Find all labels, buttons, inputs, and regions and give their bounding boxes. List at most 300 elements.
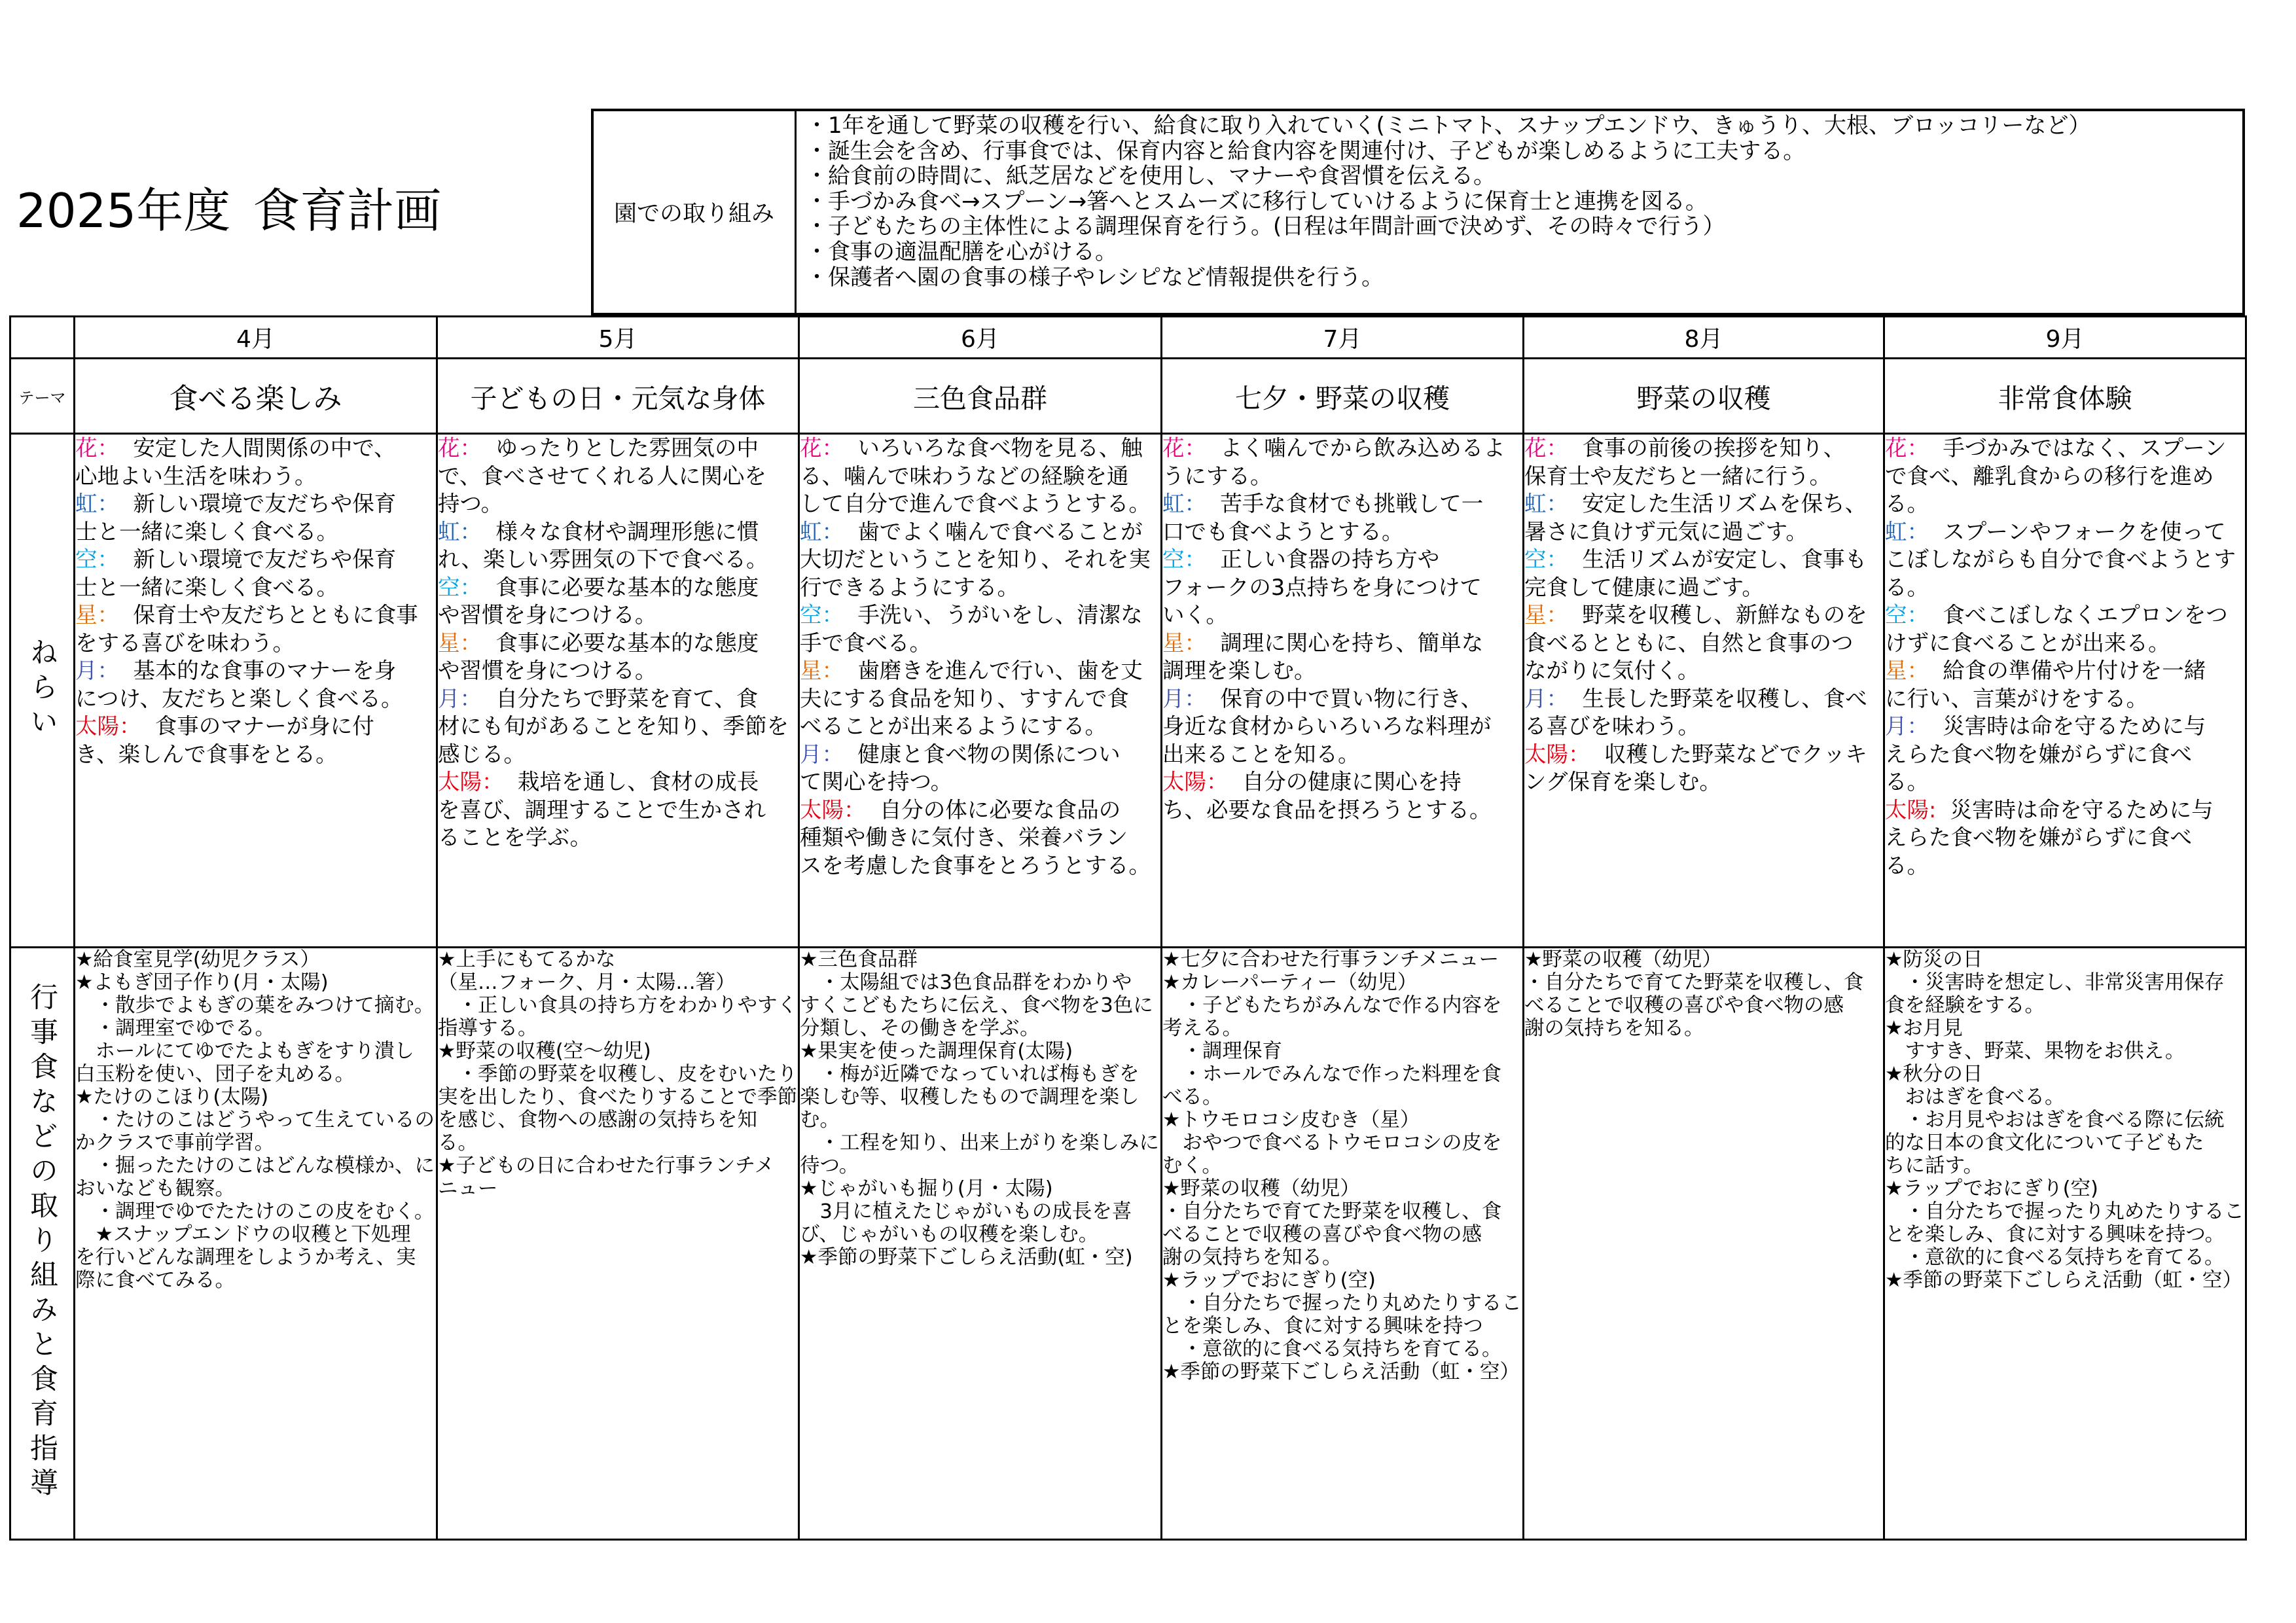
aim-text: フォークの3点持ちを身につけて bbox=[1162, 574, 1482, 600]
event-line: ・調理保育 bbox=[1162, 1040, 1282, 1063]
aim-item bbox=[438, 685, 798, 769]
aim-text: や習慣を身につける。 bbox=[438, 658, 657, 683]
aim-line bbox=[1524, 713, 1883, 741]
aim-text: 身近な食材からいろいろな料理が bbox=[1162, 713, 1492, 739]
aim-line bbox=[1162, 518, 1522, 546]
aim-item bbox=[75, 601, 436, 657]
group-label-separator: ： bbox=[1546, 546, 1568, 572]
aim-item bbox=[1885, 601, 2245, 657]
events-row-label: 行事食などの取り組みと食育指導 bbox=[26, 982, 58, 1503]
aim-text: 自分の体に必要な食品の bbox=[879, 796, 1121, 823]
theme-row bbox=[10, 359, 2246, 434]
month-header: 7月 bbox=[1162, 317, 1524, 359]
aim-text: 収穫した野菜などでクッキ bbox=[1604, 741, 1867, 767]
group-label: 花 bbox=[1524, 435, 1547, 461]
event-line: ・太陽組では3色食品群をわかりや bbox=[800, 971, 1132, 994]
aim-text: 給食の準備や片付けを一緒 bbox=[1943, 658, 2206, 683]
group-label: 星 bbox=[800, 658, 822, 683]
aim-item bbox=[1524, 490, 1883, 546]
aim-text: 暑さに負けず元気に過ごす。 bbox=[1524, 518, 1808, 544]
aim-line bbox=[1162, 741, 1522, 769]
event-line: ★秋分の日 bbox=[1885, 1063, 1983, 1086]
aim-text: 行できるようにする。 bbox=[800, 574, 1019, 600]
group-label: 月 bbox=[1885, 713, 1907, 739]
aim-text: る、噛んで味わうなどの経験を通 bbox=[800, 463, 1129, 489]
aim-text: 健康と食べ物の関係につい bbox=[857, 741, 1121, 767]
aim-line bbox=[1524, 601, 1883, 630]
aim-item bbox=[1162, 630, 1522, 685]
aim-text: 材にも旬があることを知り、季節を bbox=[438, 713, 789, 739]
group-label: 太陽 bbox=[1885, 796, 1929, 823]
event-line: ★子どもの日に合わせた行事ランチメ bbox=[438, 1154, 775, 1177]
group-label: 花 bbox=[438, 435, 460, 461]
aim-text: 夫にする食品を知り、すすんで食 bbox=[800, 685, 1129, 711]
aim-line bbox=[438, 657, 798, 685]
aim-line bbox=[1162, 657, 1522, 685]
aim-text: ながりに気付く。 bbox=[1524, 658, 1700, 683]
event-line: ★じゃがいも掘り(月・太陽) bbox=[800, 1177, 1053, 1200]
aim-text: 出来ることを知る。 bbox=[1162, 741, 1360, 767]
aim-item bbox=[1885, 518, 2245, 602]
aim-item bbox=[1885, 435, 2245, 518]
efforts-item: ・給食前の時間に、紙芝居などを使用し、マナーや食習慣を伝える。 bbox=[806, 163, 1496, 190]
aim-item bbox=[1885, 657, 2245, 713]
aim-text: 栽培を通し、食材の成長 bbox=[517, 769, 759, 794]
group-label: 太陽 bbox=[1162, 769, 1206, 794]
group-label-separator: ： bbox=[1907, 435, 1929, 461]
aim-text: ることを学ぶ。 bbox=[438, 825, 592, 850]
aim-text: して自分で進んで食べようとする。 bbox=[800, 491, 1151, 516]
event-line: ★七夕に合わせた行事ランチメニュー bbox=[1162, 948, 1499, 971]
event-line: ・調理室でゆでる。 bbox=[75, 1017, 275, 1040]
event-line: ・意欲的に食べる気持ちを育てる。 bbox=[1885, 1246, 2225, 1269]
events-row bbox=[10, 948, 2246, 1540]
group-label-separator: ： bbox=[844, 796, 866, 823]
aim-line bbox=[1524, 518, 1883, 546]
aim-line bbox=[800, 796, 1160, 825]
aim-text: えらた食べ物を嫌がらずに食べ bbox=[1885, 825, 2192, 850]
group-label: 月 bbox=[1162, 685, 1185, 711]
aim-text: 新しい環境で友だちや保育 bbox=[133, 546, 397, 572]
event-line: 実を出したり、食べたりすることで季節 bbox=[438, 1086, 797, 1109]
event-line: ★野菜の収穫（幼児） bbox=[1162, 1177, 1360, 1200]
group-label: 太陽 bbox=[1524, 741, 1568, 767]
theme-cell: 食べる楽しみ bbox=[75, 359, 437, 434]
aim-line bbox=[800, 824, 1160, 852]
event-line: び、じゃがいもの収穫を楽しむ。 bbox=[800, 1223, 1099, 1246]
aim-text: スを考慮した食事をとろうとする。 bbox=[800, 852, 1151, 878]
aim-text: 手洗い、うがいをし、清潔な bbox=[857, 602, 1143, 628]
event-line: ★季節の野菜下ごしらえ活動（虹・空） bbox=[1162, 1361, 1520, 1383]
group-label-separator: ： bbox=[1546, 685, 1568, 711]
aim-line bbox=[800, 435, 1160, 463]
aim-line bbox=[75, 657, 436, 685]
aims-cell bbox=[75, 434, 437, 948]
aim-line bbox=[800, 768, 1160, 796]
corner-cell bbox=[10, 317, 75, 359]
aim-text: 口でも食べようとする。 bbox=[1162, 518, 1404, 544]
group-label: 星 bbox=[75, 602, 98, 628]
aim-text: 手づかみではなく、スプーン bbox=[1943, 435, 2227, 461]
group-label-separator: ： bbox=[1907, 518, 1929, 544]
aim-text: 災害時は命を守るために与 bbox=[1950, 796, 2214, 823]
event-line: ・自分たちで握ったり丸めたりするこ bbox=[1162, 1292, 1522, 1315]
aim-text: 保育士や友だちとともに食事 bbox=[133, 602, 418, 628]
month-header: 6月 bbox=[799, 317, 1162, 359]
group-label: 月 bbox=[75, 658, 98, 683]
event-line: ★カレーパーティー（幼児） bbox=[1162, 971, 1418, 994]
event-line: む。 bbox=[800, 1109, 840, 1132]
event-line: ★よもぎ団子作り(月・太陽) bbox=[75, 971, 329, 994]
aim-line bbox=[438, 601, 798, 630]
aim-text: 食事のマナーが身に付 bbox=[154, 713, 374, 739]
event-line: ・正しい食具の持ち方をわかりやすく bbox=[438, 994, 797, 1017]
group-label-separator: ： bbox=[1568, 741, 1590, 767]
aim-line bbox=[1524, 630, 1883, 658]
aim-line bbox=[800, 546, 1160, 574]
aims-cell bbox=[437, 434, 799, 948]
group-label: 太陽 bbox=[75, 713, 119, 739]
event-line: ・梅が近隣でなっていれば梅もぎを bbox=[800, 1063, 1139, 1086]
aim-item bbox=[75, 490, 436, 546]
aim-text: 保育の中で買い物に行き、 bbox=[1220, 685, 1482, 711]
aim-text: 大切だということを知り、それを実 bbox=[800, 546, 1151, 572]
aim-line bbox=[75, 463, 436, 491]
aim-text: き、楽しんで食事をとる。 bbox=[75, 741, 338, 767]
aim-line bbox=[75, 741, 436, 769]
group-label-separator: ： bbox=[97, 546, 119, 572]
event-line: 際に食べてみる。 bbox=[75, 1269, 235, 1292]
event-line: ★三色食品群 bbox=[800, 948, 918, 971]
event-line: ★果実を使った調理保育(太陽) bbox=[800, 1040, 1073, 1063]
event-line: むく。 bbox=[1162, 1154, 1222, 1177]
aim-line bbox=[438, 435, 798, 463]
aim-text: いろいろな食べ物を見る、触 bbox=[857, 435, 1143, 461]
event-line: すくこどもたちに伝え、食べ物を3色に bbox=[800, 994, 1153, 1017]
group-label-separator: ： bbox=[97, 602, 119, 628]
aim-text: 食べるとともに、自然と食事のつ bbox=[1524, 630, 1854, 656]
aim-line bbox=[75, 435, 436, 463]
group-label-separator: ： bbox=[119, 713, 141, 739]
event-line: ちに話す。 bbox=[1885, 1154, 1984, 1177]
aim-text: 生長した野菜を収穫し、食べ bbox=[1582, 685, 1867, 711]
group-label: 花 bbox=[75, 435, 98, 461]
title-year: 2025年度 bbox=[16, 183, 231, 238]
aim-text: 感じる。 bbox=[438, 741, 526, 767]
aim-line bbox=[75, 546, 436, 574]
aim-line bbox=[438, 518, 798, 546]
aim-item bbox=[1162, 546, 1522, 630]
event-line: おいなども観察。 bbox=[75, 1177, 235, 1200]
aim-line bbox=[1162, 713, 1522, 741]
aims-cell bbox=[799, 434, 1162, 948]
group-label-separator: ： bbox=[459, 630, 482, 656]
aim-line bbox=[1885, 435, 2245, 463]
group-label-separator: ： bbox=[1184, 491, 1206, 516]
event-line: 指導する。 bbox=[438, 1017, 538, 1040]
event-line: 楽しむ等、収穫したもので調理を楽し bbox=[800, 1086, 1139, 1109]
aim-text: うにする。 bbox=[1162, 463, 1272, 489]
group-label-separator: ： bbox=[459, 435, 482, 461]
group-label: 虹 bbox=[1885, 518, 1907, 544]
aim-item bbox=[800, 796, 1160, 880]
aim-line bbox=[75, 490, 436, 518]
theme-cell: 子どもの日・元気な身体 bbox=[437, 359, 799, 434]
efforts-item: ・保護者へ園の食事の様子やレシピなど情報提供を行う。 bbox=[806, 264, 1384, 291]
aim-line bbox=[1885, 713, 2245, 741]
aim-line bbox=[438, 463, 798, 491]
aim-item bbox=[1524, 601, 1883, 685]
aim-line bbox=[1885, 630, 2245, 658]
events-cell bbox=[1162, 948, 1524, 1540]
aim-line bbox=[1524, 546, 1883, 574]
aim-text: 歯でよく噛んで食べることが bbox=[857, 518, 1143, 544]
aim-line bbox=[1524, 685, 1883, 713]
event-line: ・自分たちで握ったり丸めたりするこ bbox=[1885, 1200, 2244, 1223]
group-label-separator: ： bbox=[1907, 658, 1929, 683]
aim-text: 保育士や友だちと一緒に行う。 bbox=[1524, 463, 1831, 489]
events-cell bbox=[1524, 948, 1884, 1540]
aims-row-label: ねらい bbox=[26, 637, 58, 741]
group-label-separator: ： bbox=[97, 491, 119, 516]
aim-line bbox=[1885, 852, 2245, 880]
aims-cell bbox=[1524, 434, 1884, 948]
aim-line bbox=[1162, 463, 1522, 491]
group-label-separator: ： bbox=[821, 741, 844, 767]
aim-text: 新しい環境で友だちや保育 bbox=[133, 491, 397, 516]
aims-cell bbox=[1162, 434, 1524, 948]
aim-text: 士と一緒に楽しく食べる。 bbox=[75, 518, 338, 544]
group-label: 花 bbox=[800, 435, 822, 461]
plan-table bbox=[9, 315, 2247, 1541]
group-label-separator: ： bbox=[821, 518, 844, 544]
aim-text: 基本的な食事のマナーを身 bbox=[133, 658, 397, 683]
nursery-efforts-box bbox=[591, 109, 2245, 315]
group-label-separator: ： bbox=[1184, 685, 1206, 711]
group-label: 星 bbox=[1524, 602, 1547, 628]
group-label: 空 bbox=[800, 602, 822, 628]
aim-line bbox=[438, 741, 798, 769]
aim-line bbox=[800, 518, 1160, 546]
aim-text: ゆったりとした雰囲気の中 bbox=[495, 435, 759, 461]
aim-item bbox=[438, 518, 798, 574]
aim-item bbox=[75, 435, 436, 490]
aim-text: 心地よい生活を味わう。 bbox=[75, 463, 317, 489]
aim-text: いく。 bbox=[1162, 602, 1228, 628]
aim-line bbox=[1162, 796, 1522, 825]
aim-line bbox=[1885, 546, 2245, 574]
group-label: 虹 bbox=[1162, 491, 1185, 516]
aim-line bbox=[1162, 435, 1522, 463]
event-line: ・工程を知り、出来上がりを楽しみに bbox=[800, 1132, 1159, 1154]
aim-item bbox=[1162, 685, 1522, 769]
aim-text: 手で食べる。 bbox=[800, 630, 931, 656]
group-label: 太陽 bbox=[438, 769, 482, 794]
theme-cell: 三色食品群 bbox=[799, 359, 1162, 434]
event-line: ★たけのこほり(太陽) bbox=[75, 1086, 269, 1109]
group-label: 月 bbox=[1524, 685, 1547, 711]
aim-line bbox=[1885, 518, 2245, 546]
aim-item bbox=[1885, 796, 2245, 880]
aim-text: て関心を持つ。 bbox=[800, 769, 953, 794]
aim-text: る。 bbox=[1885, 852, 1929, 878]
aim-line bbox=[438, 490, 798, 518]
group-label: 空 bbox=[1162, 546, 1185, 572]
aim-line bbox=[1885, 741, 2245, 769]
group-label: 虹 bbox=[800, 518, 822, 544]
aim-item bbox=[800, 601, 1160, 657]
group-label-separator: ： bbox=[821, 435, 844, 461]
event-line: ★ラップでおにぎり(空) bbox=[1885, 1177, 2098, 1200]
aim-text: に行い、言葉がけをする。 bbox=[1885, 685, 2148, 711]
efforts-item: ・誕生会を含め、行事食では、保育内容と給食内容を関連付け、子どもが楽しめるように工夫する。 bbox=[806, 137, 1806, 164]
group-label: 空 bbox=[1524, 546, 1547, 572]
aim-line bbox=[1524, 657, 1883, 685]
group-label-separator: ： bbox=[821, 602, 844, 628]
aim-item bbox=[800, 518, 1160, 602]
aim-text: 調理に関心を持ち、簡単な bbox=[1220, 630, 1484, 656]
event-line: ★季節の野菜下ごしらえ活動（虹・空） bbox=[1885, 1269, 2242, 1292]
aim-item bbox=[1162, 490, 1522, 546]
aim-item bbox=[438, 768, 798, 852]
events-cell bbox=[1884, 948, 2246, 1540]
aim-text: 食べこぼしなくエプロンをつ bbox=[1943, 602, 2228, 628]
aim-line bbox=[800, 713, 1160, 741]
group-label-separator: ： bbox=[1206, 769, 1229, 794]
aim-line bbox=[1885, 768, 2245, 796]
aim-text: 完食して健康に過ごす。 bbox=[1524, 574, 1764, 600]
aim-line bbox=[438, 824, 798, 852]
event-line: 3月に植えたじゃがいもの成長を喜 bbox=[800, 1200, 1132, 1223]
aim-line bbox=[800, 741, 1160, 769]
aim-text: をする喜びを味わう。 bbox=[75, 630, 295, 656]
efforts-item: ・子どもたちの主体性による調理保育を行う。(日程は年間計画で決めず、その時々で行う） bbox=[806, 213, 1725, 240]
aim-text: 自分たちで野菜を育て、食 bbox=[495, 685, 759, 711]
event-line: ★スナップエンドウの収穫と下処理 bbox=[75, 1223, 411, 1246]
aim-line bbox=[800, 852, 1160, 880]
aim-text: 様々な食材や調理形態に慣 bbox=[495, 518, 759, 544]
group-label-separator: ： bbox=[1907, 602, 1929, 628]
group-label: 花 bbox=[1162, 435, 1185, 461]
event-line: 的な日本の食文化について子どもた bbox=[1885, 1132, 2204, 1154]
aim-line bbox=[1524, 768, 1883, 796]
event-line: ・季節の野菜を収穫し、皮をむいたり bbox=[438, 1063, 797, 1086]
event-line: ・お月見やおはぎを食べる際に伝統 bbox=[1885, 1109, 2225, 1132]
aim-item bbox=[1162, 768, 1522, 824]
event-line: べることで収穫の喜びや食べ物の感 bbox=[1162, 1223, 1482, 1246]
aim-line bbox=[1162, 574, 1522, 602]
aim-line bbox=[1885, 796, 2245, 825]
event-line: を行いどんな調理をしようか考え、実 bbox=[75, 1246, 416, 1269]
aim-line bbox=[1524, 463, 1883, 491]
group-label-separator: ： bbox=[1546, 435, 1568, 461]
efforts-item: ・1年を通して野菜の収穫を行い、給食に取り入れていく(ミニトマト、スナップエンドウ、きゅうり、大根、ブロッコリーなど） bbox=[806, 113, 2091, 139]
group-label: 太陽 bbox=[800, 796, 844, 823]
aim-text: 生活リズムが安定し、食事も bbox=[1582, 546, 1867, 572]
group-label-separator: ： bbox=[1907, 713, 1929, 739]
aim-line bbox=[800, 630, 1160, 658]
aim-text: ち、必要な食品を摂ろうとする。 bbox=[1162, 796, 1492, 823]
event-line: ・調理でゆでたたけのこの皮をむく。 bbox=[75, 1200, 435, 1223]
group-label: 空 bbox=[75, 546, 98, 572]
efforts-item: ・手づかみ食べ→スプーン→箸へとスムーズに移行していけるように保育士と連携を図る。 bbox=[806, 188, 1708, 215]
aim-item bbox=[1524, 435, 1883, 490]
aim-item bbox=[800, 435, 1160, 518]
theme-cell: 七夕・野菜の収穫 bbox=[1162, 359, 1524, 434]
group-label: 虹 bbox=[1524, 491, 1547, 516]
aim-line bbox=[1524, 574, 1883, 602]
efforts-list bbox=[797, 111, 2242, 313]
aim-line bbox=[1885, 601, 2245, 630]
page-title bbox=[16, 178, 441, 243]
aim-text: につけ、友だちと楽しく食べる。 bbox=[75, 685, 403, 711]
group-label: 虹 bbox=[75, 491, 98, 516]
event-line: 待つ。 bbox=[800, 1154, 859, 1177]
aim-line bbox=[75, 713, 436, 741]
event-line: ★給食室見学(幼児クラス） bbox=[75, 948, 320, 971]
group-label-separator: ： bbox=[1546, 602, 1568, 628]
efforts-label: 園での取り組み bbox=[594, 111, 797, 313]
aim-item bbox=[438, 435, 798, 518]
aim-text: 安定した人間関係の中で、 bbox=[133, 435, 396, 461]
event-line: ★防災の日 bbox=[1885, 948, 1983, 971]
aim-line bbox=[438, 713, 798, 741]
aim-text: 調理を楽しむ。 bbox=[1162, 658, 1316, 683]
aim-item bbox=[1885, 713, 2245, 796]
event-line: 謝の気持ちを知る。 bbox=[1162, 1246, 1342, 1269]
aim-text: 士と一緒に楽しく食べる。 bbox=[75, 574, 338, 600]
aim-line bbox=[438, 685, 798, 713]
group-label-separator: ： bbox=[1546, 491, 1568, 516]
group-label-separator: ： bbox=[459, 685, 482, 711]
month-header: 8月 bbox=[1524, 317, 1884, 359]
aim-text: で、食べさせてくれる人に関心を bbox=[438, 463, 766, 489]
month-header: 4月 bbox=[75, 317, 437, 359]
group-label-separator: ： bbox=[1184, 630, 1206, 656]
aims-row bbox=[10, 434, 2246, 948]
aim-line bbox=[1885, 463, 2245, 491]
aim-line bbox=[1524, 435, 1883, 463]
aim-item bbox=[75, 713, 436, 768]
aim-line bbox=[1885, 685, 2245, 713]
aim-line bbox=[75, 574, 436, 602]
event-line: ・掘ったたけのこはどんな模様か、に bbox=[75, 1154, 435, 1177]
aim-line bbox=[1885, 490, 2245, 518]
event-line: 白玉粉を使い、団子を丸める。 bbox=[75, 1063, 355, 1086]
aim-text: を喜び、調理することで生かされ bbox=[438, 796, 766, 823]
aim-line bbox=[800, 463, 1160, 491]
aim-text: る。 bbox=[1885, 491, 1929, 516]
events-cell bbox=[437, 948, 799, 1540]
group-label-separator: ： bbox=[482, 769, 504, 794]
aim-item bbox=[75, 546, 436, 601]
group-label: 星 bbox=[1162, 630, 1185, 656]
event-line: ホールにてゆでたよもぎをすり潰し bbox=[75, 1040, 414, 1063]
group-label-separator: : bbox=[1929, 796, 1937, 823]
aim-item bbox=[1524, 685, 1883, 741]
group-label: 虹 bbox=[438, 518, 460, 544]
aim-text: こぼしながらも自分で食べようとす bbox=[1885, 546, 2236, 572]
aim-item bbox=[438, 630, 798, 685]
aim-line bbox=[75, 630, 436, 658]
aim-item bbox=[1524, 741, 1883, 796]
event-line: とを楽しみ、食に対する興味を持つ。 bbox=[1885, 1223, 2225, 1246]
event-line: ★ラップでおにぎり(空) bbox=[1162, 1269, 1376, 1292]
event-line: ・散歩でよもぎの葉をみつけて摘む。 bbox=[75, 994, 435, 1017]
event-line: ★野菜の収穫(空～幼児) bbox=[438, 1040, 651, 1063]
event-line: ニュー bbox=[438, 1177, 498, 1200]
efforts-item: ・食事の適温配膳を心がける。 bbox=[806, 238, 1117, 265]
